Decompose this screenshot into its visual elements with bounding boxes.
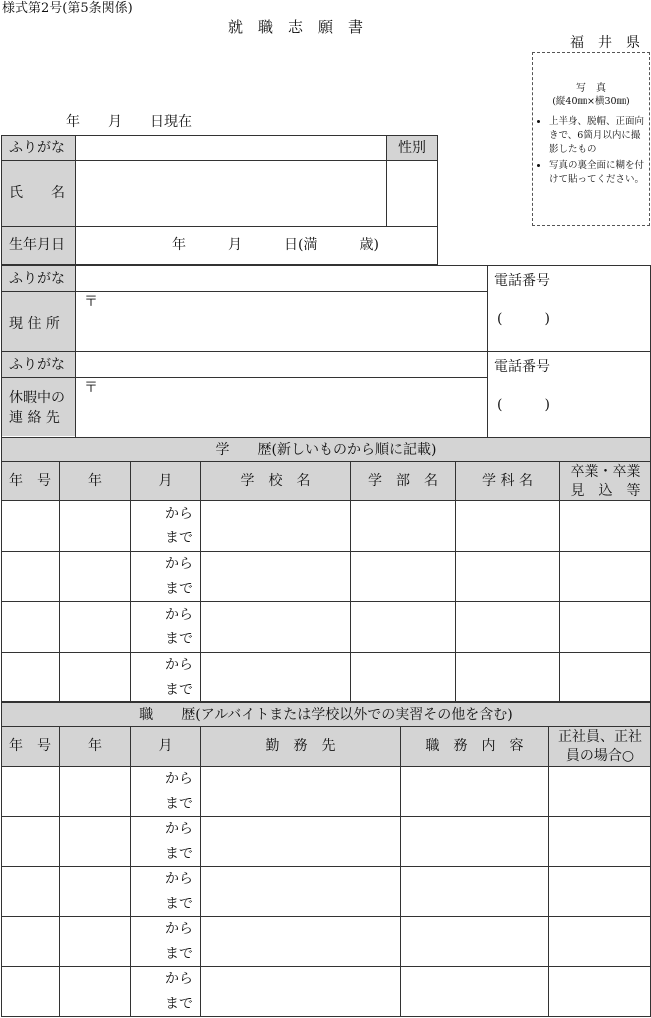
from-label: から [165,506,193,522]
page-title: 就 職 志 願 書 [228,18,364,36]
work-history-heading: 職 歴(アルバイトまたは学校以外での実習その他を含む) [139,707,513,723]
to-label: まで [165,631,193,647]
to-label: まで [165,796,193,812]
to-label: まで [165,946,193,962]
education-header-era: 年 号 [9,473,51,489]
name-furigana-label: ふりがな [9,140,65,156]
vacation-address-field[interactable] [77,379,485,436]
to-label: まで [165,996,193,1012]
vacation-contact-label: 連 絡 先 [9,410,60,426]
from-label: から [165,921,193,937]
education-header-faculty: 学 部 名 [368,473,438,489]
work-header-month: 月 [158,738,173,754]
form-id: 様式第2号(第5条関係) [2,1,133,16]
from-label: から [165,771,193,787]
photo-size: (縦40㎜×横30㎜) [552,96,630,107]
work-header-duties: 職 務 内 容 [425,738,524,754]
name-field[interactable] [77,162,384,224]
from-label: から [165,607,193,623]
photo-note: • 写真の裏全面に糊を付けて貼ってください。 [549,159,649,187]
photo-notes [539,115,649,190]
to-label: まで [165,846,193,862]
date-as-of: 年 月 日現在 [66,114,192,130]
education-header-school: 学 校 名 [240,473,311,489]
sex-field[interactable] [388,162,436,224]
name-label: 氏 名 [9,185,65,201]
vacation-furigana-field[interactable] [77,353,485,375]
from-label: から [165,821,193,837]
photo-title: 写 真 [576,83,606,94]
education-header-year: 年 [88,473,102,489]
to-label: まで [165,896,193,912]
to-label: まで [165,581,193,597]
phone-field[interactable]: ( ) [497,311,550,327]
address-furigana-label: ふりがな [9,271,65,287]
phone-field[interactable]: ( ) [497,397,550,413]
education-header-graduation: 卒業・卒業 [570,464,641,480]
address-field[interactable] [77,293,485,349]
work-header-regular: 員の場合○ [565,748,635,764]
from-label: から [165,657,193,673]
postal-mark: 〒 [84,380,98,396]
from-label: から [165,871,193,887]
phone-label: 電話番号 [494,359,550,375]
work-header-year: 年 [88,738,102,754]
name-furigana-field[interactable] [77,137,384,159]
education-header-month: 月 [158,473,173,489]
work-header-era: 年 号 [9,738,51,754]
address-furigana-field[interactable] [77,267,485,289]
address-label: 現 住 所 [9,316,60,332]
photo-note: • 上半身、脱帽、正面向きで、6箇月以内に撮影したもの [549,115,649,156]
birthdate-label: 生年月日 [9,237,65,253]
work-header-employer: 勤 務 先 [265,738,336,754]
phone-label: 電話番号 [494,273,550,289]
from-label: から [165,971,193,987]
education-heading: 学 歴(新しいものから順に記載) [215,442,437,458]
postal-mark: 〒 [84,294,98,310]
birthdate-field[interactable]: 年 月 日(満 歳) [172,237,379,253]
work-header-regular: 正社員、正社 [558,729,642,745]
photo-placeholder[interactable] [532,52,650,226]
sex-label: 性別 [398,140,426,156]
education-header-graduation: 見 込 等 [570,483,641,499]
vacation-furigana-label: ふりがな [9,357,65,373]
prefecture-name: 福 井 県 [570,35,640,51]
from-label: から [165,556,193,572]
to-label: まで [165,530,193,546]
to-label: まで [165,682,193,698]
vacation-contact-label: 休暇中の [9,390,65,406]
education-header-department: 学 科 名 [482,473,533,489]
